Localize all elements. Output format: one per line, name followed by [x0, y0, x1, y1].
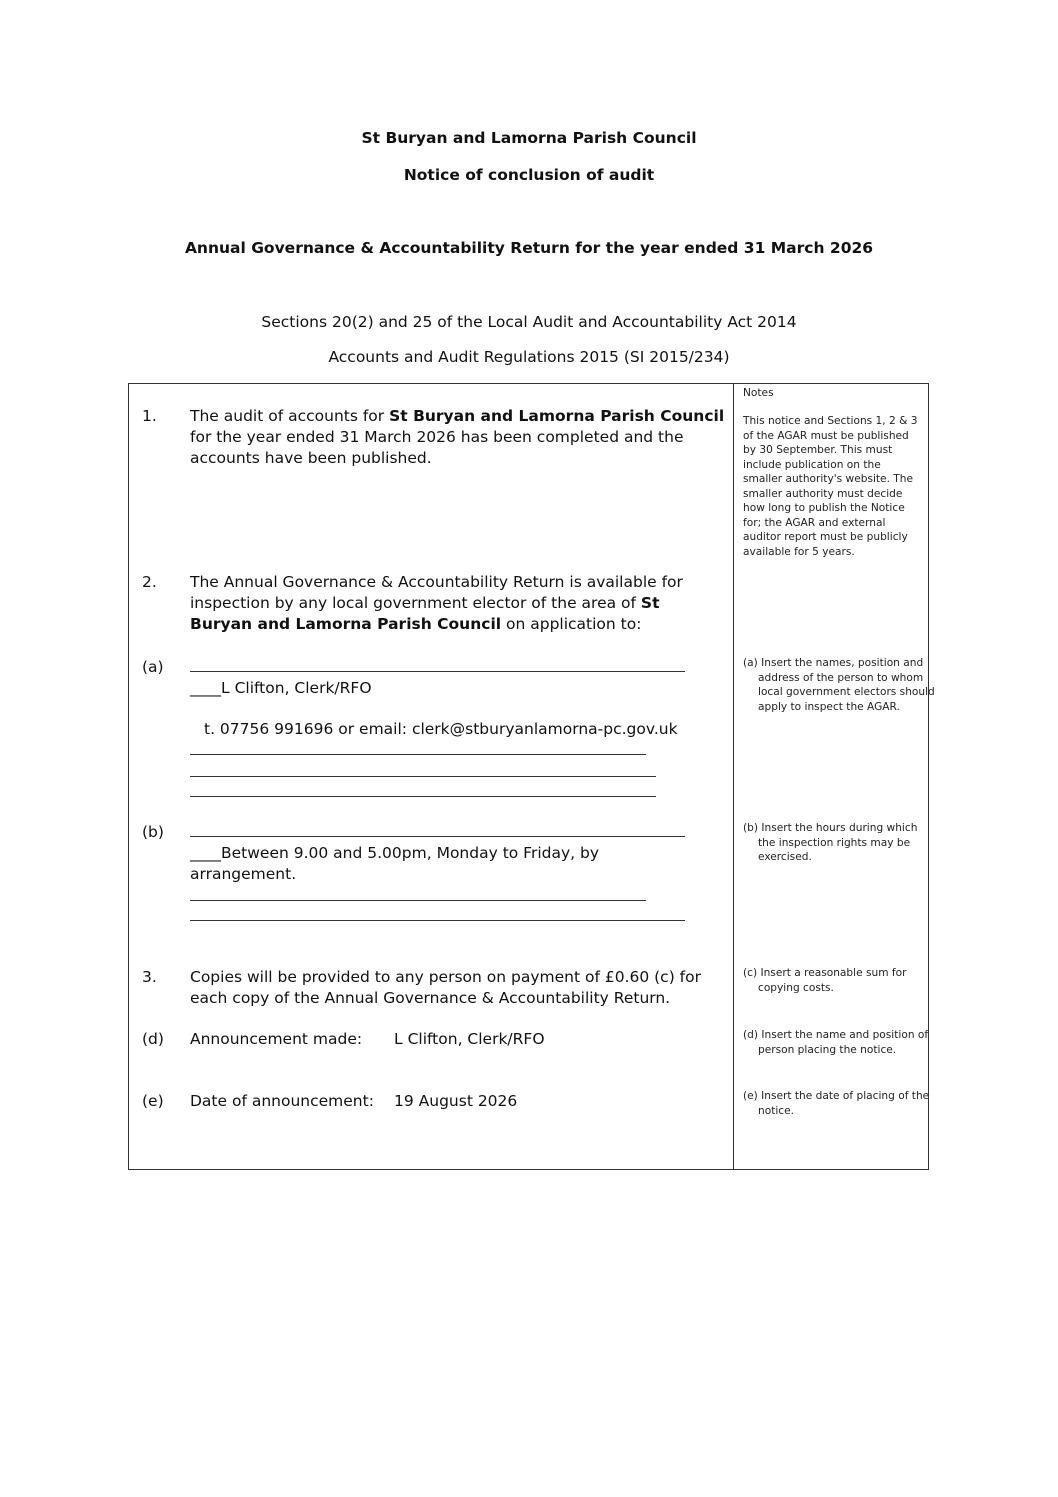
item-1-line-2: for the year ended 31 March 2026 has been completed and the [190, 428, 684, 446]
item-b-blank-line-1 [190, 836, 685, 837]
item-a-blank-line-3 [190, 776, 656, 777]
item-a-prefix: ____ [190, 679, 221, 697]
item-2-line-2-text: inspection by any local government elector of the area of [190, 594, 641, 612]
item-2-marker: 2. [142, 573, 157, 591]
announcement-made-label: Announcement made: [190, 1030, 363, 1048]
announcement-made-value: L Clifton, Clerk/RFO [394, 1030, 545, 1048]
item-b-hours-text: Between 9.00 and 5.00pm, Monday to Friday, by [221, 844, 600, 862]
notes-heading: Notes [743, 387, 774, 399]
item-3-marker: 3. [142, 968, 157, 986]
item-2-line-1: The Annual Governance & Accountability Return is available for [190, 573, 683, 591]
council-name-heading: St Buryan and Lamorna Parish Council [361, 129, 697, 147]
item-1-council-name: St Buryan and Lamorna Parish Council [389, 407, 725, 425]
return-title: Annual Governance & Accountability Return for the year ended 31 March 2026 [184, 239, 874, 257]
item-1-line-3: accounts have been published. [190, 449, 432, 467]
item-3-line-2: each copy of the Annual Governance & Accountability Return. [190, 989, 671, 1007]
item-b-marker: (b) [142, 823, 164, 841]
notes-column-divider [733, 384, 734, 1169]
legislation-line-1: Sections 20(2) and 25 of the Local Audit and Accountability Act 2014 [261, 313, 797, 331]
note-d: (d) Insert the name and position of person placing the notice. [743, 1029, 929, 1056]
item-b-prefix: ____ [190, 844, 221, 862]
item-b-blank-line-2 [190, 900, 646, 901]
item-d-marker: (d) [142, 1030, 164, 1048]
item-a-contact-details: t. 07756 991696 or email: clerk@stburyanlamorna-pc.gov.uk [204, 720, 678, 738]
item-a-contact-name-text: L Clifton, Clerk/RFO [221, 679, 372, 697]
note-a: (a) Insert the names, position and address of the person to whom local government electors should apply to inspect the AGAR. [743, 657, 935, 713]
item-1-line-1 [190, 406, 724, 427]
item-b-blank-line-3 [190, 920, 685, 921]
item-2-council-name: Buryan and Lamorna Parish Council [190, 615, 502, 633]
item-2-line-2-bold: St [640, 594, 660, 612]
notice-table [128, 383, 935, 1170]
item-a-blank-line-4 [190, 796, 656, 797]
item-3-line-1: Copies will be provided to any person on payment of £0.60 (c) for [190, 968, 701, 986]
item-a-contact-name [190, 678, 372, 699]
item-1-marker: 1. [142, 407, 157, 425]
note-b: (b) Insert the hours during which the inspection rights may be exercised. [743, 822, 918, 863]
announcement-date-value: 19 August 2026 [394, 1092, 518, 1110]
item-b-hours-line-1 [190, 843, 599, 864]
item-1-text: The audit of accounts for [190, 407, 390, 425]
item-2-line-3-text: on application to: [501, 615, 642, 633]
item-2-line-3 [190, 614, 641, 635]
legislation-line-2: Accounts and Audit Regulations 2015 (SI 2015/234) [328, 348, 730, 366]
item-a-blank-line-2 [190, 754, 646, 755]
notice-title: Notice of conclusion of audit [403, 166, 655, 184]
item-2-line-2 [190, 593, 659, 614]
announcement-date-label: Date of announcement: [190, 1092, 374, 1110]
item-a-blank-line-1 [190, 671, 685, 672]
item-a-marker: (a) [142, 658, 164, 676]
item-e-marker: (e) [142, 1092, 164, 1110]
note-c: (c) Insert a reasonable sum for copying costs. [743, 967, 907, 994]
item-b-hours-line-2: arrangement. [190, 865, 297, 883]
notes-general: This notice and Sections 1, 2 & 3 of the AGAR must be published by 30 September. This must include publication on the smaller authority's website. The smaller authority must decide how long to publish the Notice for; the AGAR and external auditor report must be publicly available for 5 years. [743, 415, 918, 558]
note-e: (e) Insert the date of placing of the notice. [743, 1090, 930, 1117]
